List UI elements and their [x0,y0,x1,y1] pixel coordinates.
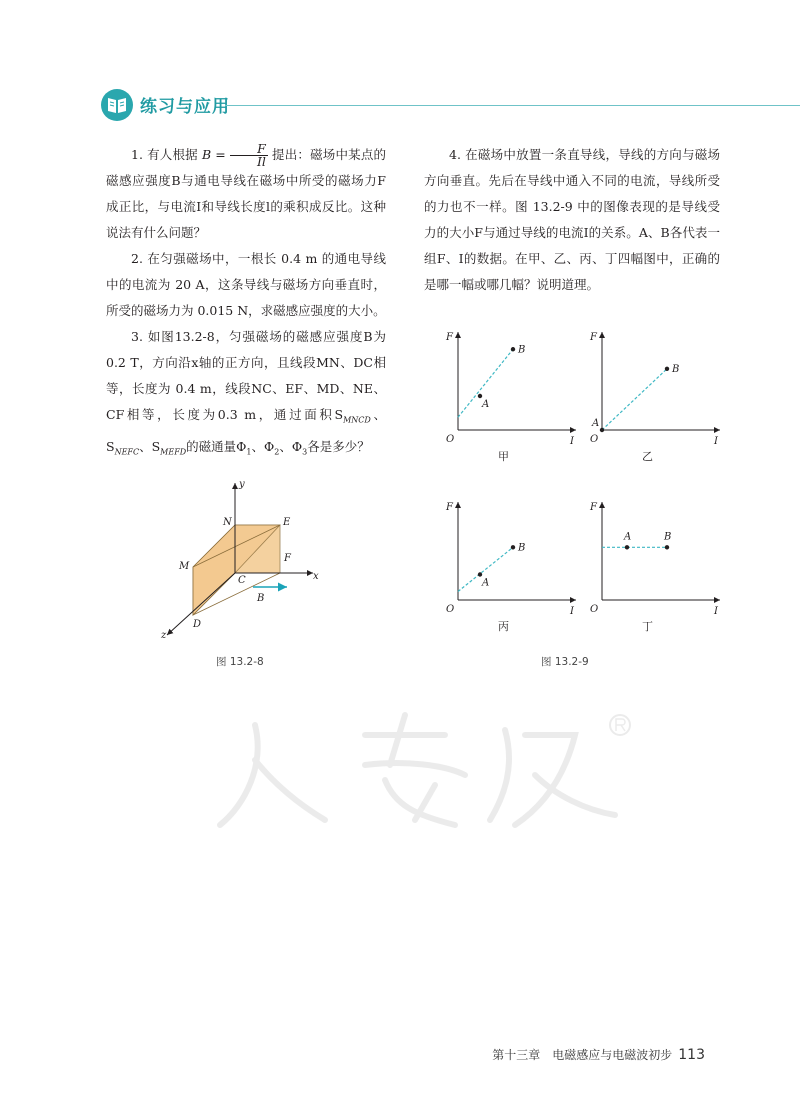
panel-4-label-i: I [714,606,718,617]
panel-2-point-b [665,367,669,371]
panel-1-label-i: I [570,436,574,447]
header-divider [225,105,800,106]
label-n: N [223,517,232,528]
left-column [106,142,386,465]
panel-4-label-o: O [590,604,599,615]
panel-2-name: 乙 [642,450,653,463]
panel-3-point-b [511,545,515,549]
problem-2: 2. 在匀强磁场中，一根长 0.4 m 的通电导线中的电流为 20 A，这条导线与磁场方向垂直时，所受的磁场力为 0.015 N，求磁感应强度的大小。 [106,251,386,318]
chapter-title: 第十三章 电磁感应与电磁波初步 [492,1048,673,1062]
panel-3-label-i: I [570,606,574,617]
panel-2-label-o: O [590,434,599,445]
label-e: E [283,517,291,528]
panel-2-label-b: B [672,363,680,375]
panel-2-label-i: I [714,436,718,447]
figure-caption-13-2-9: 图 13.2-9 [541,656,589,668]
panel-3-label-a: A [482,577,490,589]
problem-3: 3. 如图13.2-8，匀强磁场的磁感应强度B为0.2 T，方向沿x轴的正方向，且线段MN、DC相等，长度为 0.4 m，线段NC、EF、MD、NE、CF相等，长度为0.3 m，通过面积$S_{MNCD}$、$S_{NEFC}$、$S_{MEFD}$的磁通量$\Phi_1$、$\Phi_2$、$\Phi_3$各是多少？ [106,329,386,456]
panel-1-name: 甲 [498,450,509,463]
panel-1-label-o: O [446,434,455,445]
section-title: 练习与应用 [140,97,230,117]
label-c: C [238,575,246,586]
label-b: B [257,593,265,604]
publisher-watermark [215,705,635,835]
panel-1-point-a [478,394,482,398]
label-f: F [284,553,291,564]
panel-1-label-f: F [446,332,453,343]
face-mncd [193,525,235,615]
formula-b: B [201,147,212,162]
panel-1-point-b [511,347,515,351]
panel-4-label-f: F [590,502,597,513]
panel-2-data-line [602,369,667,430]
formula-fraction: $\frac{F}{Il}$ [230,143,268,168]
panel-4-label-b: B [664,531,672,543]
panel-4-point-a [625,545,629,549]
label-m: M [179,561,190,572]
label-d: D [193,619,202,630]
figure-caption-13-2-8: 图 13.2-8 [216,656,264,668]
panel-3-name: 丙 [498,620,509,633]
figure-13-2-9 [430,330,730,650]
right-column [424,142,720,298]
panel-3-point-a [478,572,482,576]
panel-3-label-o: O [446,604,455,615]
panel-3-label-b: B [518,542,526,554]
panel-3-label-f: F [446,502,453,513]
label-z: z [161,630,167,641]
problem-4: 4. 在磁场中放置一条直导线，导线的方向与磁场方向垂直。先后在导线中通入不同的电流，导线所受的力也不一样。图 13.2-9 中的图像表现的是导线受力的大小F与通过导线的电流I的关系。A、B各代表一组F、I的数据。在甲、乙、丙、丁四幅图中，正确的是哪一幅或哪几幅？说明道理。 [424,147,720,292]
figure-13-2-8 [155,475,345,645]
page-number: 113 [678,1047,705,1063]
label-y: y [239,479,245,490]
book-icon [100,88,134,122]
problem-1: 1. 有人根据 B = $\frac{F}{Il}$ 提出：磁场中某点的磁感应强度B与通电导线在磁场中所受的磁场力F成正比，与电流I和导线长度l的乘积成反比。这种说法有什么问题？ [106,141,387,240]
page-footer [492,1046,705,1063]
panel-1-label-a: A [482,399,490,410]
panel-2-label-f: F [590,332,597,343]
label-x: x [313,571,319,582]
panel-4-name: 丁 [642,620,653,633]
panel-4-point-b [665,545,669,549]
panel-4-label-a: A [624,531,632,543]
panel-2-label-a: A [592,418,600,429]
section-header [100,88,800,124]
panel-2-point-a [600,428,604,432]
panel-1-label-b: B [518,344,526,356]
